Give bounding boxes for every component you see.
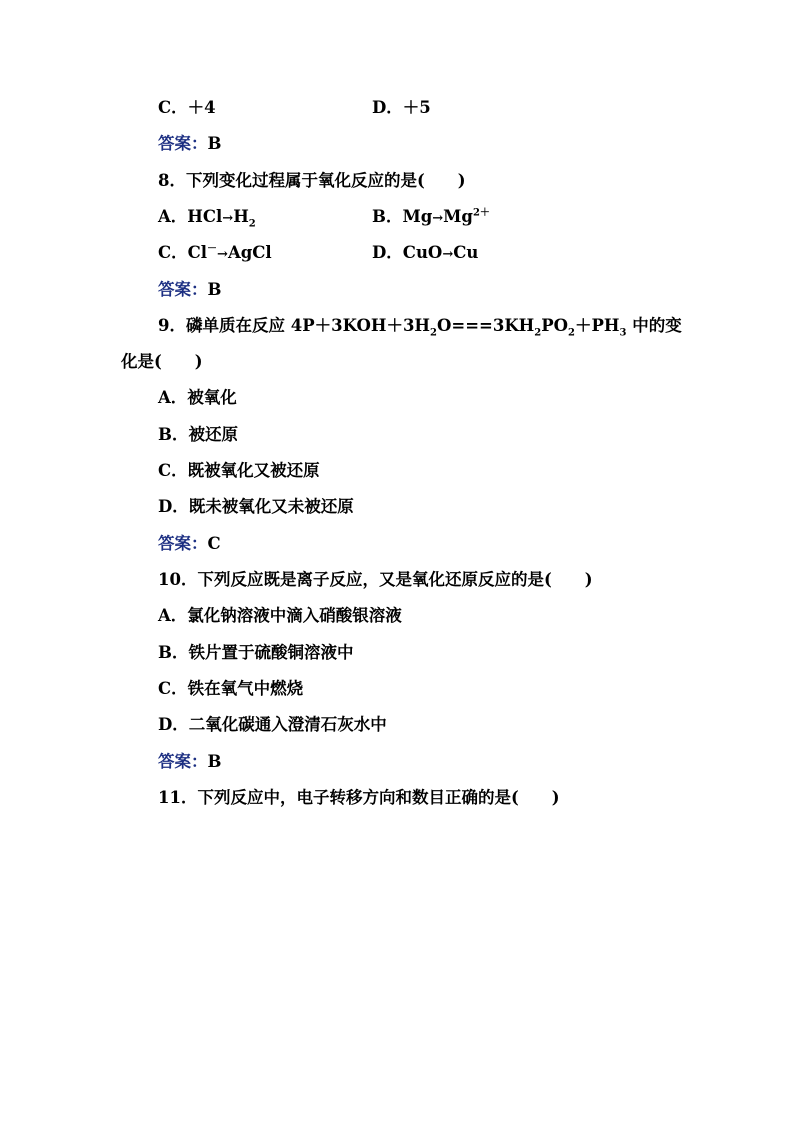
q8-b-main: Mg <box>443 207 473 226</box>
q8-option-b <box>372 207 490 229</box>
answer-value: B <box>207 752 222 771</box>
q10-stem: 10．下列反应既是离子反应，又是氧化还原反应的是( ) <box>158 570 593 589</box>
q9-stem-b: O===3KH <box>437 316 535 335</box>
answer-value: C <box>207 534 221 553</box>
q9-answer <box>158 534 221 554</box>
q8-c-main: AgCl <box>227 243 272 262</box>
answer-label: 答案： <box>158 534 208 553</box>
q9-stem-d: ＋PH <box>574 316 620 335</box>
q8-d-main: Cu <box>453 243 479 262</box>
q9-option-c: C．既被氧化又被还原 <box>158 461 320 480</box>
q7-answer <box>158 134 221 154</box>
q8-c-sup: － <box>207 243 218 255</box>
q11-stem: 11．下列反应中，电子转移方向和数目正确的是( ) <box>158 788 560 807</box>
q8-option-c <box>158 243 272 265</box>
q8-d-prefix: D．CuO <box>372 243 443 262</box>
q10-answer <box>158 752 221 772</box>
q8-a-prefix: A．HCl <box>158 207 223 226</box>
q8-b-prefix: B．Mg <box>372 207 433 226</box>
arrow-icon: → <box>432 211 444 226</box>
q8-stem: 8．下列变化过程属于氧化反应的是( ) <box>158 171 466 190</box>
q9-stem <box>158 316 682 339</box>
q8-b-sup: 2＋ <box>472 207 490 219</box>
q10-option-a: A．氯化钠溶液中滴入硝酸银溶液 <box>158 606 402 625</box>
q8-answer <box>158 280 221 300</box>
q9-sub2: 2 <box>534 327 542 339</box>
q9-stem-e: 中的变 <box>626 316 682 335</box>
q7-option-c: C．＋4 <box>158 98 216 117</box>
arrow-icon: → <box>222 211 234 226</box>
arrow-icon: → <box>442 247 454 262</box>
q8-option-a <box>158 207 256 229</box>
answer-value: B <box>207 280 222 299</box>
q8-a-main: H <box>233 207 249 226</box>
q9-stem-c: PO <box>541 316 569 335</box>
q9-sub1: 2 <box>430 327 437 339</box>
q9-stem-a: 9．磷单质在反应 4P＋3KOH＋3H <box>158 316 431 335</box>
q9-option-b: B．被还原 <box>158 425 238 444</box>
q8-a-sub: 2 <box>248 218 256 230</box>
answer-label: 答案： <box>158 280 208 299</box>
q9-option-d: D．既未被氧化又未被还原 <box>158 497 354 516</box>
q8-c-prefix: C．Cl <box>158 243 208 262</box>
q10-option-b: B．铁片置于硫酸铜溶液中 <box>158 643 354 662</box>
q10-option-c: C．铁在氧气中燃烧 <box>158 679 304 698</box>
arrow-icon: → <box>217 247 228 262</box>
q9-stem-continued: 化是( ) <box>121 352 203 371</box>
q9-option-a: A．被氧化 <box>158 388 237 407</box>
q9-sub3: 2 <box>568 327 575 339</box>
q7-option-d: D．＋5 <box>372 98 431 117</box>
q9-sub4: 3 <box>619 327 627 339</box>
answer-value: B <box>207 134 222 153</box>
q8-option-d <box>372 243 478 265</box>
q10-option-d: D．二氧化碳通入澄清石灰水中 <box>158 715 387 734</box>
answer-label: 答案： <box>158 752 208 771</box>
answer-label: 答案： <box>158 134 208 153</box>
